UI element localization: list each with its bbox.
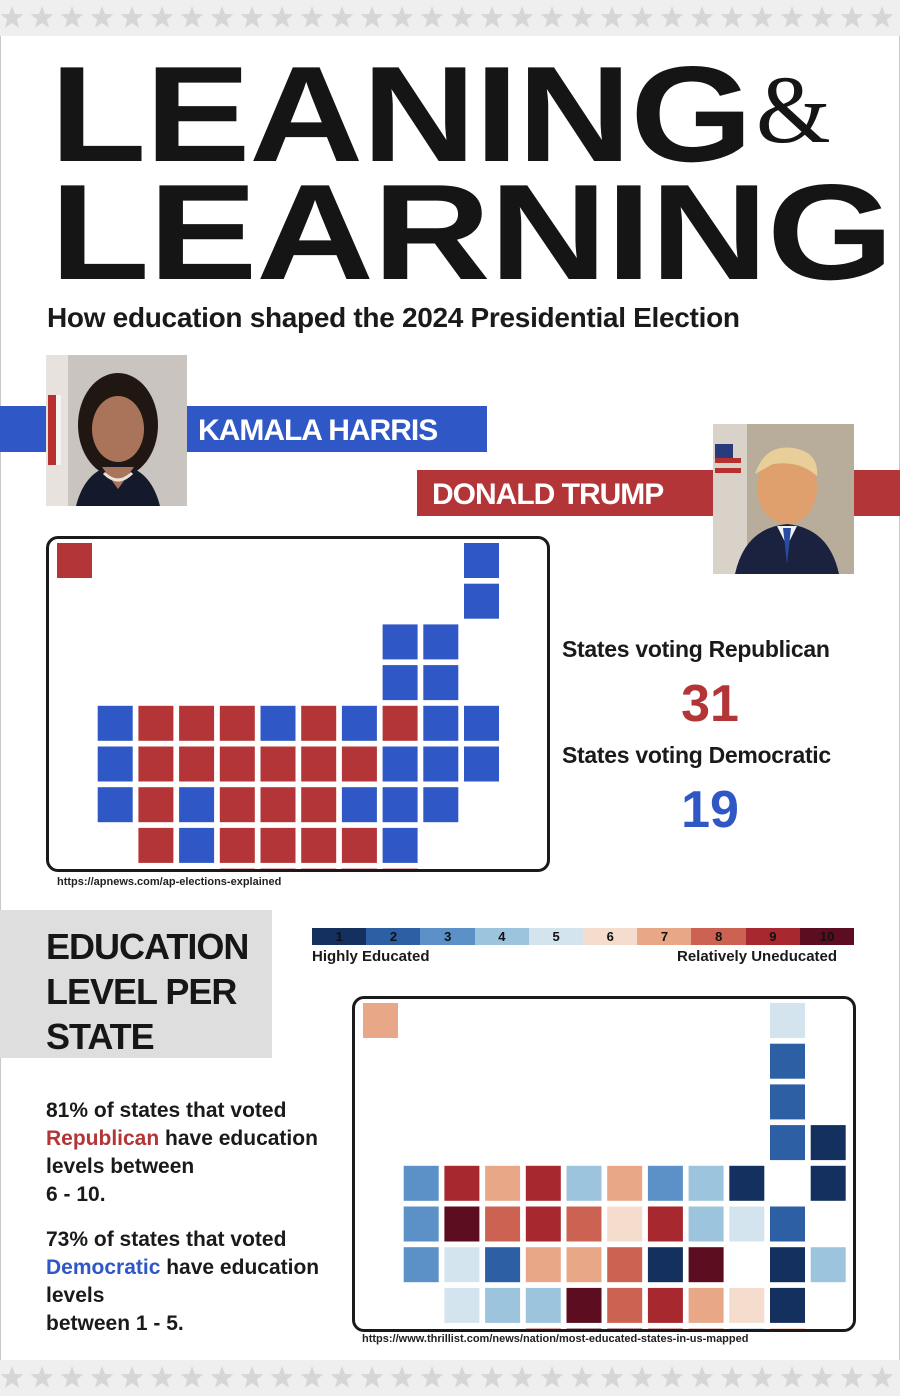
state-tile — [383, 787, 418, 822]
state-tile — [342, 747, 377, 782]
star-icon — [451, 6, 474, 28]
education-state-tile — [526, 1247, 561, 1282]
star-icon — [301, 6, 324, 28]
education-state-tile — [444, 1207, 479, 1242]
trump-name: DONALD TRUMP — [432, 478, 664, 511]
subtitle: How education shaped the 2024 Presidential Election — [47, 302, 740, 333]
education-state-tile — [811, 1125, 846, 1160]
star-icon — [601, 6, 624, 28]
state-tile — [138, 828, 173, 863]
scale-low-caption: Highly Educated — [312, 948, 430, 965]
state-tile — [138, 706, 173, 741]
star-icon — [301, 1366, 324, 1388]
finding-republican — [46, 1097, 326, 1209]
star-icon — [421, 6, 444, 28]
star-icon — [181, 6, 204, 28]
scale-level-8: 8 — [691, 928, 746, 945]
star-icon — [481, 6, 504, 28]
education-state-tile — [444, 1247, 479, 1282]
state-tile — [220, 706, 255, 741]
education-state-tile — [607, 1288, 642, 1323]
state-tile — [464, 706, 499, 741]
title-ampersand: & — [756, 56, 831, 163]
state-tile — [383, 828, 418, 863]
star-icon — [751, 6, 774, 28]
star-icon — [31, 6, 54, 28]
star-icon — [631, 1366, 654, 1388]
star-icon — [841, 1366, 864, 1388]
state-tile — [301, 828, 336, 863]
star-icon — [571, 1366, 594, 1388]
state-tile — [383, 747, 418, 782]
education-state-tile — [607, 1207, 642, 1242]
star-icon — [61, 1366, 84, 1388]
education-state-tile — [567, 1166, 602, 1201]
state-tile — [301, 787, 336, 822]
education-state-tile — [648, 1247, 683, 1282]
education-state-tile — [567, 1207, 602, 1242]
star-icon — [241, 1366, 264, 1388]
education-state-tile — [404, 1207, 439, 1242]
election-map-source: https://apnews.com/ap-elections-explained — [57, 876, 282, 888]
harris-portrait — [46, 355, 187, 506]
state-tile — [342, 787, 377, 822]
finding-rep-text: have education levels between — [46, 1127, 318, 1178]
star-icon — [721, 6, 744, 28]
education-state-tile — [485, 1166, 520, 1201]
star-icon — [151, 6, 174, 28]
education-state-tile — [729, 1166, 764, 1201]
rep-states-count: 31 — [681, 675, 739, 733]
star-icon — [511, 6, 534, 28]
star-icon — [211, 6, 234, 28]
state-tile — [220, 787, 255, 822]
education-state-tile — [811, 1247, 846, 1282]
scale-level-1: 1 — [312, 928, 367, 945]
star-icon — [61, 6, 84, 28]
star-icon — [781, 6, 804, 28]
scale-high-caption: Relatively Uneducated — [677, 948, 838, 965]
education-state-tile — [607, 1166, 642, 1201]
state-tile — [179, 787, 214, 822]
star-icon — [571, 6, 594, 28]
finding-dem-text: have education levels — [46, 1256, 320, 1307]
harris-bar-left — [0, 406, 46, 452]
star-icon — [1, 6, 24, 28]
education-state-tile — [770, 1044, 805, 1079]
education-state-tile — [485, 1207, 520, 1242]
scale-level-9: 9 — [746, 928, 801, 945]
star-icon — [871, 6, 894, 28]
star-icon — [241, 6, 264, 28]
star-icon — [31, 1366, 54, 1388]
scale-level-2: 2 — [366, 928, 421, 945]
star-icon — [691, 1366, 714, 1388]
finding-rep-range: 6 - 10. — [46, 1183, 106, 1206]
education-state-tile — [811, 1166, 846, 1201]
star-icon — [871, 1366, 894, 1388]
state-tile — [342, 828, 377, 863]
education-state-tile — [770, 1247, 805, 1282]
education-state-tile — [689, 1288, 724, 1323]
dem-states-count: 19 — [681, 781, 739, 839]
harris-name: KAMALA HARRIS — [198, 414, 438, 447]
star-icon — [361, 6, 384, 28]
education-state-tile — [404, 1247, 439, 1282]
education-map — [352, 996, 856, 1332]
star-icon — [721, 1366, 744, 1388]
state-tile — [179, 747, 214, 782]
state-tile — [464, 543, 499, 578]
education-state-tile — [404, 1166, 439, 1201]
star-icon — [211, 1366, 234, 1388]
education-state-tile — [485, 1247, 520, 1282]
education-state-tile — [648, 1207, 683, 1242]
star-icon — [391, 1366, 414, 1388]
star-icon — [661, 6, 684, 28]
education-state-tile — [485, 1288, 520, 1323]
education-state-tile — [444, 1288, 479, 1323]
education-state-tile — [729, 1207, 764, 1242]
state-tile — [383, 624, 418, 659]
scale-level-10: 10 — [800, 928, 855, 945]
star-icon — [121, 1366, 144, 1388]
education-state-tile — [770, 1288, 805, 1323]
state-tile — [138, 787, 173, 822]
state-tile — [423, 665, 458, 700]
state-tile — [261, 828, 296, 863]
star-icon — [811, 6, 834, 28]
education-state-tile — [526, 1166, 561, 1201]
education-state-tile — [607, 1247, 642, 1282]
scale-level-3: 3 — [420, 928, 475, 945]
star-icon — [751, 1366, 774, 1388]
star-icon — [1, 1366, 24, 1388]
education-state-tile — [689, 1166, 724, 1201]
star-icon — [391, 6, 414, 28]
state-tile — [179, 828, 214, 863]
education-state-tile — [770, 1003, 805, 1038]
star-icon — [181, 1366, 204, 1388]
education-state-tile — [567, 1247, 602, 1282]
star-icon — [781, 1366, 804, 1388]
star-icon — [361, 1366, 384, 1388]
rep-states-label: States voting Republican — [562, 636, 830, 662]
state-tile — [98, 706, 133, 741]
star-icon — [691, 6, 714, 28]
title-line-1: LEANING — [50, 38, 752, 190]
state-tile — [261, 787, 296, 822]
state-tile — [220, 747, 255, 782]
state-tile — [464, 747, 499, 782]
state-tile — [301, 706, 336, 741]
state-tile — [464, 584, 499, 619]
star-border-top — [0, 0, 900, 36]
finding-dem-range: 1 - 5. — [135, 1312, 184, 1335]
star-icon — [331, 1366, 354, 1388]
state-tile — [57, 543, 92, 578]
star-icon — [421, 1366, 444, 1388]
education-state-tile — [689, 1247, 724, 1282]
scale-level-5: 5 — [529, 928, 584, 945]
finding-dem-range-intro: between — [46, 1312, 131, 1335]
education-state-tile — [648, 1166, 683, 1201]
star-icon — [151, 1366, 174, 1388]
state-tile — [383, 706, 418, 741]
education-state-tile — [526, 1288, 561, 1323]
dem-states-label: States voting Democratic — [562, 742, 831, 768]
star-icon — [451, 1366, 474, 1388]
title-line-2: LEARNING — [50, 156, 893, 308]
state-tile — [138, 747, 173, 782]
star-icon — [481, 1366, 504, 1388]
state-tile — [261, 747, 296, 782]
education-state-tile — [444, 1166, 479, 1201]
star-icon — [91, 1366, 114, 1388]
education-heading: EDUCATION LEVEL PER STATE — [46, 926, 249, 1057]
star-icon — [541, 1366, 564, 1388]
star-icon — [661, 1366, 684, 1388]
state-tile — [423, 706, 458, 741]
star-icon — [541, 6, 564, 28]
education-state-tile — [689, 1207, 724, 1242]
education-state-tile — [770, 1125, 805, 1160]
state-tile — [301, 747, 336, 782]
state-tile — [423, 747, 458, 782]
state-tile — [98, 787, 133, 822]
education-state-tile — [770, 1207, 805, 1242]
finding-rep-party: Republican — [46, 1127, 160, 1150]
star-icon — [331, 6, 354, 28]
star-icon — [631, 6, 654, 28]
education-state-tile — [770, 1084, 805, 1119]
finding-rep-intro: 81% of states that voted — [46, 1099, 287, 1122]
scale-level-4: 4 — [475, 928, 530, 945]
finding-dem-intro: 73% of states that voted — [46, 1228, 287, 1251]
state-tile — [220, 828, 255, 863]
education-state-tile — [526, 1207, 561, 1242]
education-map-source: https://www.thrillist.com/news/nation/most-educated-states-in-us-mapped — [362, 1333, 749, 1345]
education-state-tile — [648, 1288, 683, 1323]
state-tile — [261, 706, 296, 741]
star-icon — [511, 1366, 534, 1388]
state-tile — [179, 706, 214, 741]
education-state-tile — [729, 1288, 764, 1323]
star-icon — [841, 6, 864, 28]
state-tile — [342, 706, 377, 741]
trump-bar-right — [854, 470, 900, 516]
star-icon — [271, 6, 294, 28]
star-icon — [601, 1366, 624, 1388]
state-tile — [423, 624, 458, 659]
state-tile — [98, 747, 133, 782]
star-icon — [811, 1366, 834, 1388]
state-tile — [423, 787, 458, 822]
election-map — [46, 536, 550, 872]
state-tile — [383, 665, 418, 700]
education-state-tile — [567, 1288, 602, 1323]
star-icon — [271, 1366, 294, 1388]
education-state-tile — [363, 1003, 398, 1038]
scale-level-7: 7 — [637, 928, 692, 945]
trump-portrait — [713, 424, 854, 574]
star-border-bottom — [0, 1360, 900, 1396]
star-icon — [91, 6, 114, 28]
finding-democratic — [46, 1226, 326, 1338]
finding-dem-party: Democratic — [46, 1256, 161, 1279]
scale-level-6: 6 — [583, 928, 638, 945]
star-icon — [121, 6, 144, 28]
